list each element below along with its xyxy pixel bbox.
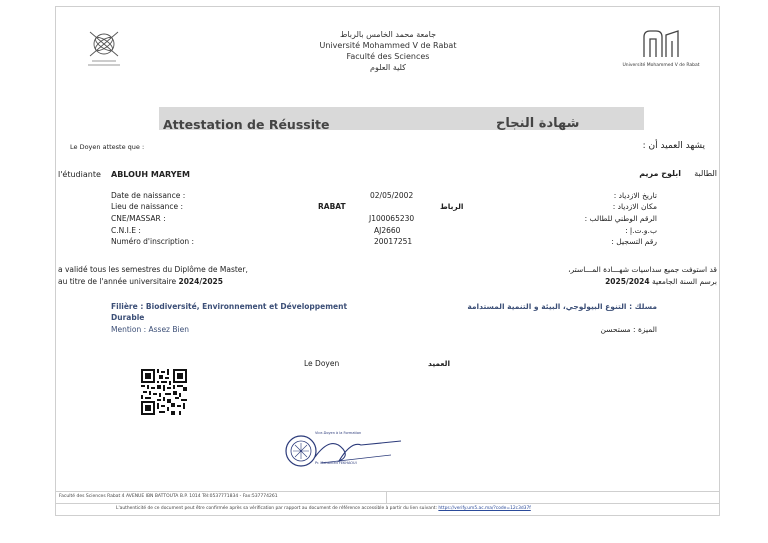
validation-ar-line2: [605, 277, 717, 286]
intro-fr: Le Doyen atteste que :: [70, 143, 145, 151]
cnie-label-ar: ب.و.ت.إ :: [625, 226, 657, 235]
authenticity-text: L'authenticité de ce document peut être confirmée après sa vérification par rapport au document de référence accessible à partir du lien suivant:: [116, 506, 437, 511]
birth-place-label: Lieu de naissance :: [111, 202, 184, 211]
student-name-fr: ABLOUH MARYEM: [111, 170, 190, 179]
signature-label-ar: العميد: [428, 359, 451, 368]
birth-place-value-fr: RABAT: [318, 202, 346, 211]
footer-divider: [56, 491, 719, 492]
birth-date-label-ar: تاريخ الازدياد :: [613, 191, 657, 200]
birth-place-label-ar: مكان الازدياد :: [612, 202, 657, 211]
mention-ar: الميزة : مستحسن: [600, 325, 657, 334]
official-stamp: [281, 427, 411, 475]
footer-address: Faculté des Sciences Rabat 4 AVENUE IBN BATTOUTA B.P. 1014 Tél:0537771834 - Fax:537774261: [59, 494, 278, 499]
cnie-value: AJ2660: [374, 226, 401, 235]
university-logo: [616, 29, 706, 79]
footer-divider-2: [56, 503, 719, 504]
validation-ar-line1: قد استوفت جميع سداسيات شهـــادة المـــاستر،: [568, 265, 717, 274]
university-name-ar: جامعة محمد الخامس بالرباط: [339, 30, 437, 39]
attestation-document: [55, 6, 720, 516]
student-label-ar: الطالبة: [694, 169, 717, 178]
birth-place-value-ar: الرباط: [440, 202, 464, 211]
registration-number-value: 20017251: [374, 237, 413, 246]
qr-code: [141, 369, 187, 415]
faculty-emblem-logo: [82, 29, 126, 69]
signature-label-fr: Le Doyen: [304, 359, 340, 368]
birth-date-value: 02/05/2002: [370, 191, 414, 200]
validation-fr-line1: a validé tous les semestres du Diplôme de Master,: [58, 265, 248, 274]
cne-value: J100065230: [369, 214, 415, 223]
cne-label: CNE/MASSAR :: [111, 214, 166, 223]
verification-link[interactable]: https://verify.um5.ac.ma/?code=12c3d37f: [438, 506, 531, 511]
filiere-ar: مسلك : التنوع البيولوجي، البيئة و التنمية المستدامة: [467, 302, 657, 311]
footer-column-divider: [386, 491, 387, 503]
validation-ar-prefix: برسم السنة الجامعية: [651, 277, 717, 286]
birth-date-label: Date de naissance :: [111, 191, 186, 200]
intro-ar: يشهد العميد أن :: [642, 141, 705, 151]
title-fr: Attestation de Réussite: [163, 117, 330, 132]
university-name-fr: Université Mohammed V de Rabat: [319, 41, 457, 50]
validation-fr-prefix: au titre de l'année universitaire: [58, 277, 177, 286]
student-label-fr: l'étudiante: [58, 170, 101, 179]
university-header: [281, 29, 495, 73]
cnie-label: C.N.I.E :: [111, 226, 141, 235]
registration-number-label-ar: رقم التسجيل :: [611, 237, 657, 246]
validation-ar-year: 2025/2024: [605, 277, 650, 286]
validation-fr-year: 2024/2025: [178, 277, 223, 286]
authenticity-line: [116, 506, 531, 511]
validation-fr-line2: [58, 277, 223, 286]
title-ar: شهادة النجاح: [496, 116, 580, 131]
filiere-fr-line2: Durable: [111, 313, 145, 322]
logo-caption: Université Mohammed V de Rabat: [622, 63, 700, 68]
filiere-fr-line1: Filière : Biodiversité, Environnement et Développement: [111, 302, 348, 311]
cne-label-ar: الرقم الوطني للطالب :: [584, 214, 657, 223]
mention-fr: Mention : Assez Bien: [111, 325, 189, 334]
faculty-name-fr: Faculté des Sciences: [346, 52, 430, 61]
registration-number-label: Numéro d'inscription :: [111, 237, 195, 246]
stamp-line1: Vice-Doyen à la Formation: [315, 431, 362, 435]
stamp-line2: Pr. Mohamed FEKHAOUI: [315, 461, 357, 465]
faculty-name-ar: كلية العلوم: [370, 63, 406, 72]
student-name-ar: ابلوح مريم: [639, 169, 681, 178]
